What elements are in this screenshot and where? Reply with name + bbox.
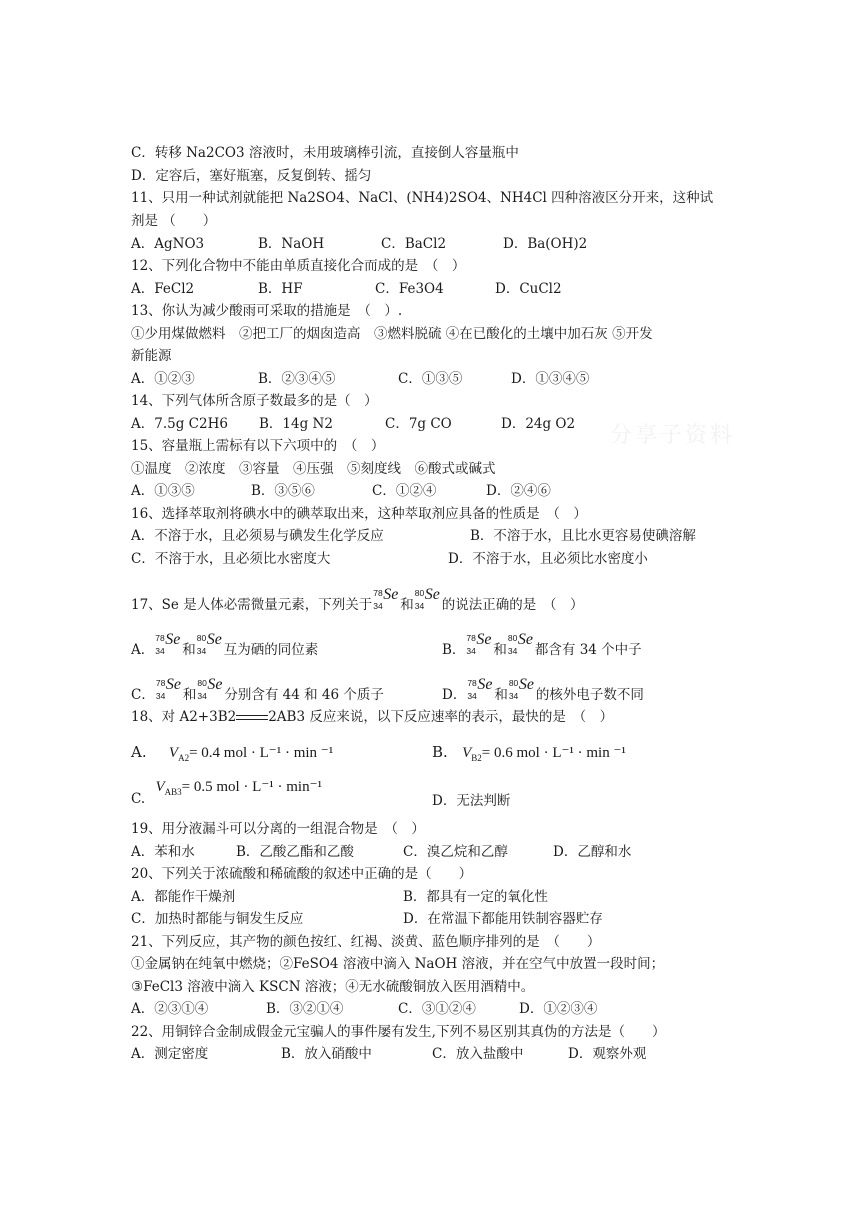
q16-option-c: C．不溶于水，且必须比水密度大 bbox=[131, 551, 331, 567]
q11-option-c: C．BaCl2 bbox=[381, 236, 447, 252]
q15-option-c: C．①②④ bbox=[372, 483, 437, 499]
q19-stem: 19、用分液漏斗可以分离的一组混合物是 （ ） bbox=[131, 821, 425, 837]
q13-items-line1: ①少用煤做燃料 ②把工厂的烟囱造高 ③燃料脱硫 ④在已酸化的土壤中加石灰 ⑤开发 bbox=[131, 326, 653, 342]
q13-option-a: A．①②③ bbox=[131, 371, 195, 387]
q14-option-a: A．7.5g C2H6 bbox=[131, 416, 228, 432]
q15-stem: 15、容量瓶上需标有以下六项中的 （ ） bbox=[131, 438, 385, 454]
q15-option-a: A．①③⑤ bbox=[131, 483, 195, 499]
q16-option-b: B．不溶于水，且比水更容易使碘溶解 bbox=[470, 528, 696, 544]
q11-stem-line2: 剂是 （ ） bbox=[131, 213, 217, 229]
q16-option-a: A．不溶于水，且必须易与碘发生化学反应 bbox=[131, 528, 384, 544]
q14-option-c: C．7g CO bbox=[385, 416, 452, 432]
q21-stem: 21、下列反应，其产物的颜色按红、红褐、淡黄、蓝色顺序排列的是 （ ） bbox=[131, 934, 601, 950]
q18-option-a: A. $V_{A2}= 0.4$ mol · L⁻¹ · min ⁻¹ bbox=[131, 743, 334, 763]
q15-option-d: D．②④⑥ bbox=[486, 483, 551, 499]
q12-stem: 12、下列化合物中不能由单质直接化合而成的是 （ ） bbox=[131, 258, 466, 274]
q22-option-a: A．测定密度 bbox=[131, 1046, 209, 1062]
q21-items-line2: ③FeCl3 溶液中滴入 KSCN 溶液；④无水硫酸铜放入医用酒精中。 bbox=[131, 979, 535, 995]
q14-stem: 14、下列气体所含原子数最多的是（ ） bbox=[131, 393, 378, 409]
q20-option-c: C．加热时都能与铜发生反应 bbox=[131, 911, 304, 927]
watermark: 分享子资料 bbox=[610, 423, 736, 448]
q21-option-c: C．③①②④ bbox=[398, 1001, 476, 1017]
q11-option-b: B．NaOH bbox=[258, 236, 325, 252]
q10-option-d: D．定容后，塞好瓶塞，反复倒转、摇匀 bbox=[131, 168, 372, 184]
q13-stem: 13、你认为减少酸雨可采取的措施是 （ ）. bbox=[131, 303, 403, 319]
q16-option-d: D．不溶于水，且必须比水密度小 bbox=[448, 551, 648, 567]
q14-option-d: D．24g O2 bbox=[501, 416, 576, 432]
q17-option-b: B． 78 34 Se 和 80 34 Se 都含有 34 个中子 bbox=[442, 631, 642, 658]
q19-option-c: C．溴乙烷和乙醇 bbox=[403, 844, 508, 860]
q12-option-c: C．Fe3O4 bbox=[375, 281, 444, 297]
q13-option-c: C．①③⑤ bbox=[398, 371, 463, 387]
q14-option-b: B．14g N2 bbox=[259, 416, 333, 432]
q10-option-c: C．转移 Na2CO3 溶液时，未用玻璃棒引流，直接倒人容量瓶中 bbox=[131, 145, 519, 161]
equilibrium-arrow-icon bbox=[236, 714, 268, 722]
q21-option-d: D．①②③④ bbox=[519, 1001, 598, 1017]
q20-option-a: A．都能作干燥剂 bbox=[131, 889, 236, 905]
q19-option-b: B．乙酸乙酯和乙酸 bbox=[236, 844, 354, 860]
q15-items: ①温度 ②浓度 ③容量 ④压强 ⑤刻度线 ⑥酸式或碱式 bbox=[131, 461, 496, 477]
q15-option-b: B．③⑤⑥ bbox=[251, 483, 315, 499]
q20-option-d: D．在常温下都能用铁制容器贮存 bbox=[403, 911, 603, 927]
q12-option-b: B．HF bbox=[258, 281, 303, 297]
q17-option-c: C． 78 34 Se 和 80 34 Se 分别含有 44 和 46 个质子 bbox=[131, 676, 384, 703]
q17-stem: 17、Se 是人体必需微量元素，下列关于 78 34 Se 和 80 34 Se 的说法正确的是 （ ） bbox=[131, 586, 584, 613]
q18-option-b: B. $V_{B2}= 0.6$ mol · L⁻¹ · min ⁻¹ bbox=[432, 743, 626, 763]
q21-option-a: A．②③①④ bbox=[131, 1001, 209, 1017]
q12-option-a: A．FeCl2 bbox=[131, 281, 195, 297]
q11-option-a: A．AgNO3 bbox=[131, 236, 205, 252]
q11-option-d: D．Ba(OH)2 bbox=[503, 236, 588, 252]
q16-stem: 16、选择萃取剂将碘水中的碘萃取出来，这种萃取剂应具备的性质是 （ ） bbox=[131, 506, 587, 522]
q18-option-d: D．无法判断 bbox=[432, 793, 511, 809]
q21-option-b: B．③②①④ bbox=[266, 1001, 344, 1017]
q21-items-line1: ①金属钠在纯氧中燃烧；②FeSO4 溶液中滴入 NaOH 溶液，并在空气中放置一段时间； bbox=[131, 956, 665, 972]
se78-isotope: 78 34 Se bbox=[373, 586, 399, 611]
q20-option-b: B．都具有一定的氧化性 bbox=[403, 889, 548, 905]
q22-stem: 22、用铜锌合金制成假金元宝骗人的事件屡有发生,下列不易区别其真伪的方法是（ ） bbox=[131, 1024, 666, 1040]
q19-option-d: D．乙醇和水 bbox=[553, 844, 632, 860]
q13-option-d: D．①③④⑤ bbox=[511, 371, 590, 387]
q13-items-line2: 新能源 bbox=[131, 348, 172, 364]
q20-stem: 20、下列关于浓硫酸和稀硫酸的叙述中正确的是（ ） bbox=[131, 866, 473, 882]
q22-option-c: C．放入盐酸中 bbox=[432, 1046, 524, 1062]
se80-isotope: 80 34 Se bbox=[414, 586, 440, 611]
q17-option-a: A． 78 34 Se 和 80 34 Se 互为硒的同位素 bbox=[131, 631, 319, 658]
q12-option-d: D．CuCl2 bbox=[495, 281, 562, 297]
q17-option-d: D． 78 34 Se 和 80 34 Se 的核外电子数不同 bbox=[442, 676, 644, 703]
q19-option-a: A．苯和水 bbox=[131, 844, 195, 860]
q18-stem: 18、对 A2+3B2 2AB3 反应来说，以下反应速率的表示，最快的是 （ ） bbox=[131, 709, 614, 725]
q13-option-b: B．②③④⑤ bbox=[258, 371, 336, 387]
q22-option-d: D．观察外观 bbox=[568, 1046, 647, 1062]
q18-option-c: C. $V_{AB3}= 0.5$ mol · L⁻¹ · min⁻¹ bbox=[131, 779, 322, 807]
q11-stem-line1: 11、只用一种试剂就能把 Na2SO4、NaCl、(NH4)2SO4、NH4Cl 四种溶液区分开来，这种试 bbox=[131, 190, 714, 206]
q22-option-b: B．放入硝酸中 bbox=[281, 1046, 372, 1062]
